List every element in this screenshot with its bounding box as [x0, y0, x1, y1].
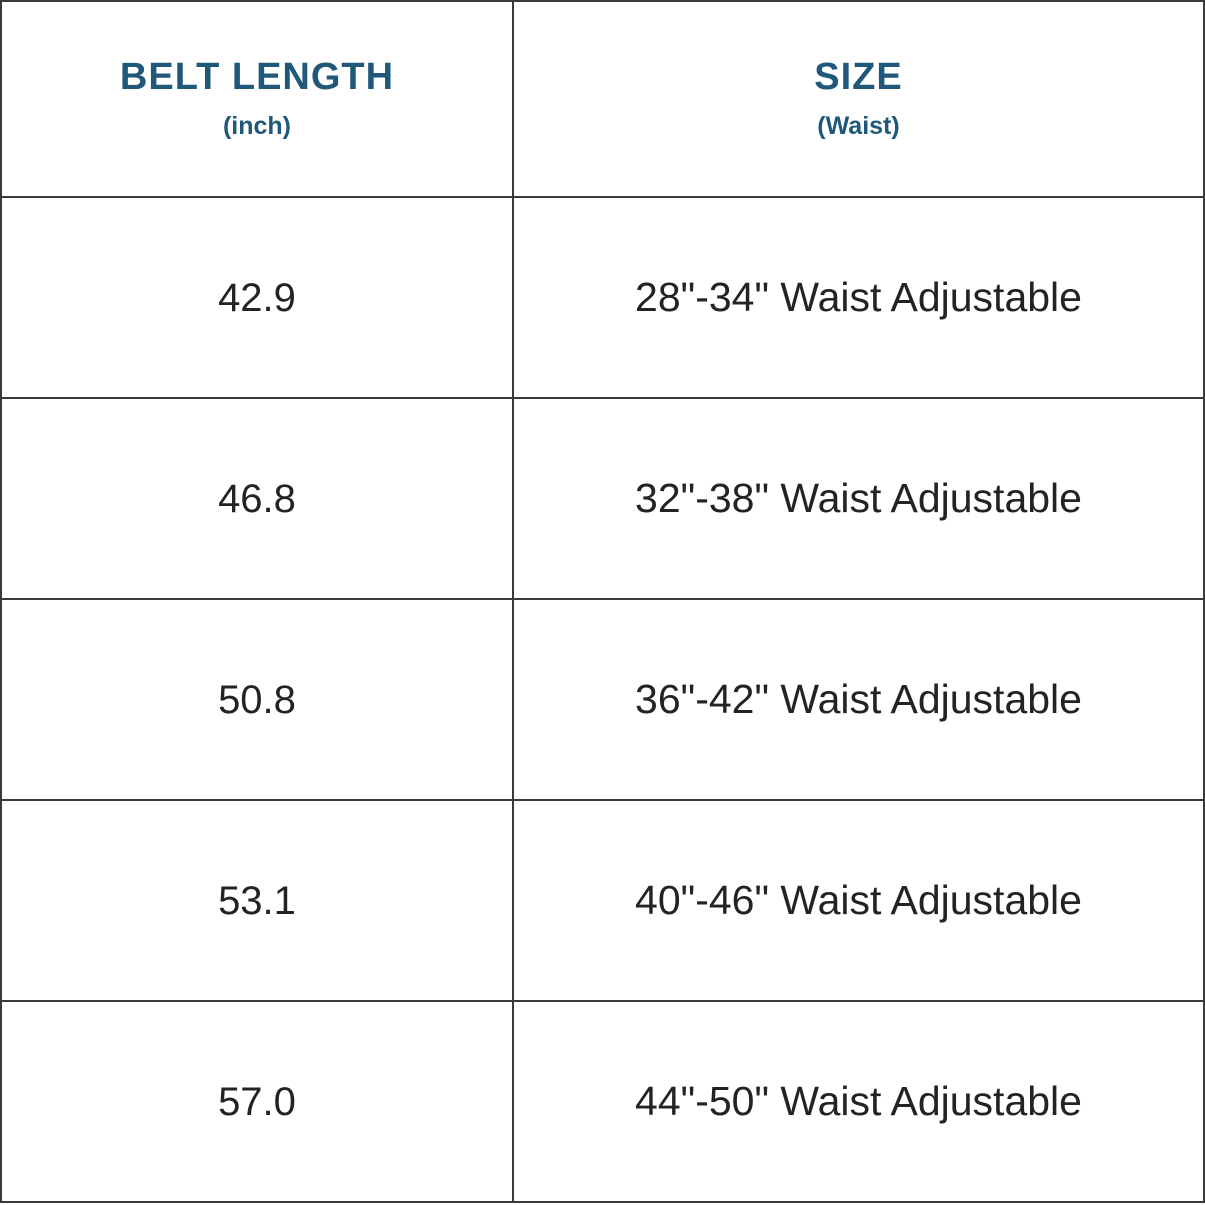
- table-row: [1, 599, 1204, 800]
- table-row: [1, 398, 1204, 599]
- belt-length-value: 46.8: [218, 476, 296, 521]
- cell-size: [513, 599, 1204, 800]
- cell-belt-length: [1, 197, 513, 398]
- cell-belt-length: [1, 800, 513, 1001]
- cell-size: [513, 197, 1204, 398]
- header-cell-size: [513, 1, 1204, 197]
- belt-length-value: 50.8: [218, 677, 296, 722]
- table-row: [1, 800, 1204, 1001]
- belt-length-value: 42.9: [218, 275, 296, 320]
- header-title-belt-length: BELT LENGTH: [119, 56, 395, 99]
- cell-belt-length: [1, 599, 513, 800]
- size-value: 32"-38" Waist Adjustable: [635, 474, 1082, 521]
- cell-size: [513, 1001, 1204, 1202]
- table-header-row: [1, 1, 1204, 197]
- cell-belt-length: [1, 398, 513, 599]
- header-subtitle-size: (Waist): [817, 112, 900, 141]
- size-value: 36"-42" Waist Adjustable: [635, 675, 1082, 722]
- size-value: 28"-34" Waist Adjustable: [635, 273, 1082, 320]
- cell-belt-length: [1, 1001, 513, 1202]
- size-value: 40"-46" Waist Adjustable: [635, 876, 1082, 923]
- belt-length-value: 53.1: [218, 878, 296, 923]
- header-subtitle-belt-length: (inch): [222, 112, 292, 141]
- cell-size: [513, 398, 1204, 599]
- table-row: [1, 197, 1204, 398]
- header-title-size: SIZE: [814, 56, 903, 99]
- header-cell-belt-length: [1, 1, 513, 197]
- cell-size: [513, 800, 1204, 1001]
- table-row: [1, 1001, 1204, 1202]
- belt-length-value: 57.0: [218, 1079, 296, 1124]
- size-value: 44"-50" Waist Adjustable: [635, 1077, 1082, 1124]
